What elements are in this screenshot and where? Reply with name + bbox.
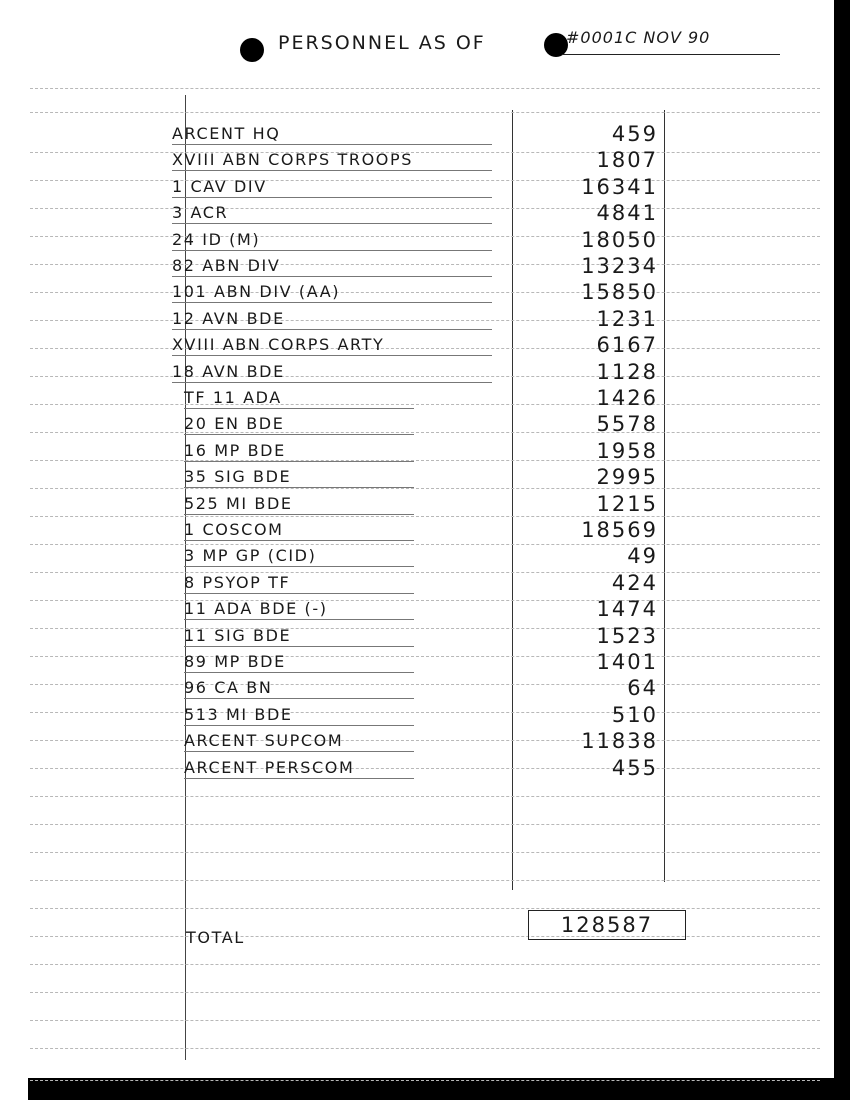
ruled-line: [30, 936, 820, 937]
unit-label: 101 ABN DIV (AA): [172, 282, 341, 302]
unit-count: 18569: [581, 518, 658, 542]
unit-label: 8 PSYOP TF: [184, 572, 291, 592]
unit-count: 15850: [581, 280, 658, 305]
ruled-line: [30, 852, 820, 853]
unit-label: TF 11 ADA: [184, 388, 282, 407]
unit-label: 525 MI BDE: [184, 493, 293, 513]
table-row: [0, 280, 850, 306]
unit-underline: [184, 725, 414, 726]
unit-underline: [184, 672, 414, 673]
unit-count: 510: [611, 702, 658, 727]
table-row: [0, 624, 850, 650]
unit-underline: [172, 223, 492, 224]
table-row: [0, 386, 850, 412]
unit-underline: [184, 514, 414, 515]
unit-label: 35 SIG BDE: [184, 467, 292, 487]
unit-label: 96 CA BN: [184, 678, 273, 698]
unit-label: 18 AVN BDE: [172, 361, 285, 381]
ruled-line: [30, 1048, 820, 1049]
total-value: 128587: [528, 910, 686, 940]
page-title: PERSONNEL AS OF: [278, 32, 486, 54]
unit-label: 12 AVN BDE: [172, 308, 285, 328]
table-row: [0, 439, 850, 465]
unit-count: 1215: [596, 491, 658, 516]
punch-hole-left: [240, 38, 264, 62]
unit-underline: [184, 778, 414, 779]
unit-count: 455: [611, 755, 658, 780]
unit-label: XVIII ABN CORPS TROOPS: [172, 150, 413, 170]
unit-count: 1426: [596, 386, 658, 410]
unit-underline: [184, 646, 414, 647]
ruled-line: [30, 88, 820, 89]
unit-count: 1474: [596, 597, 658, 622]
ruled-line: [30, 908, 820, 909]
unit-count: 1128: [596, 359, 658, 384]
table-row: [0, 650, 850, 676]
unit-count: 459: [611, 122, 658, 146]
unit-underline: [184, 593, 414, 594]
unit-label: ARCENT HQ: [172, 124, 281, 143]
unit-label: 3 MP GP (CID): [184, 546, 317, 566]
table-row: [0, 412, 850, 438]
unit-underline: [184, 434, 414, 435]
unit-underline: [172, 250, 492, 251]
header: [240, 30, 780, 66]
table-row: [0, 571, 850, 597]
unit-underline: [172, 197, 492, 198]
date-underline: [562, 54, 780, 55]
table-row: [0, 122, 850, 148]
ruled-line: [30, 796, 820, 797]
ruled-line: [30, 824, 820, 825]
unit-underline: [184, 751, 414, 752]
unit-underline: [172, 144, 492, 145]
table-row: [0, 597, 850, 623]
unit-count: 1807: [596, 148, 658, 173]
unit-count: 424: [611, 570, 658, 595]
unit-label: ARCENT PERSCOM: [184, 757, 355, 777]
unit-underline: [172, 170, 492, 171]
table-row: [0, 254, 850, 280]
table-row: [0, 518, 850, 544]
unit-count: 1231: [596, 306, 658, 331]
unit-underline: [172, 355, 492, 356]
unit-underline: [184, 566, 414, 567]
unit-underline: [184, 540, 414, 541]
table-row: [0, 333, 850, 359]
unit-label: 24 ID (M): [172, 229, 261, 249]
ruled-line: [30, 964, 820, 965]
ruled-line: [30, 112, 820, 113]
unit-count: 18050: [581, 227, 658, 252]
unit-label: 1 CAV DIV: [172, 176, 267, 196]
unit-underline: [184, 698, 414, 699]
table-row: [0, 703, 850, 729]
unit-underline: [172, 382, 492, 383]
unit-underline: [184, 619, 414, 620]
unit-label: 16 MP BDE: [184, 440, 286, 460]
as-of-date: #0001C NOV 90: [566, 28, 711, 47]
unit-underline: [184, 461, 414, 462]
unit-underline: [172, 302, 492, 303]
unit-label: 11 ADA BDE (-): [184, 599, 328, 619]
unit-count: 1401: [596, 650, 658, 674]
ruled-line: [30, 880, 820, 881]
unit-label: 1 COSCOM: [184, 520, 284, 539]
unit-label: 513 MI BDE: [184, 704, 293, 724]
unit-count: 11838: [581, 729, 658, 754]
table-row: [0, 201, 850, 227]
unit-count: 16341: [581, 174, 658, 199]
unit-label: 3 ACR: [172, 203, 229, 223]
unit-underline: [184, 408, 414, 409]
unit-count: 64: [627, 676, 658, 701]
unit-label: ARCENT SUPCOM: [184, 731, 344, 751]
unit-label: XVIII ABN CORPS ARTY: [172, 335, 385, 355]
unit-count: 1958: [596, 438, 658, 463]
unit-count: 4841: [596, 201, 658, 226]
page-bottom-edge: [28, 1078, 850, 1100]
unit-count: 5578: [596, 412, 658, 437]
unit-underline: [172, 329, 492, 330]
unit-count: 2995: [596, 465, 658, 490]
table-row: [0, 360, 850, 386]
unit-count: 49: [627, 544, 658, 569]
unit-underline: [172, 276, 492, 277]
unit-label: 20 EN BDE: [184, 414, 285, 434]
table-row: [0, 465, 850, 491]
ruled-line: [30, 1020, 820, 1021]
table-row: [0, 729, 850, 755]
table-row: [0, 544, 850, 570]
unit-count: 6167: [596, 333, 658, 358]
table-row: [0, 148, 850, 174]
unit-count: 13234: [581, 254, 658, 278]
unit-count: 1523: [596, 623, 658, 648]
unit-label: 89 MP BDE: [184, 652, 286, 671]
unit-underline: [184, 487, 414, 488]
unit-label: 82 ABN DIV: [172, 256, 281, 275]
unit-label: 11 SIG BDE: [184, 625, 292, 645]
table-row: [0, 756, 850, 782]
table-row: [0, 307, 850, 333]
table-row: [0, 676, 850, 702]
ruled-line: [30, 1080, 820, 1081]
total-label: TOTAL: [186, 928, 245, 947]
table-row: [0, 492, 850, 518]
table-row: [0, 228, 850, 254]
table-row: [0, 175, 850, 201]
ruled-line: [30, 992, 820, 993]
